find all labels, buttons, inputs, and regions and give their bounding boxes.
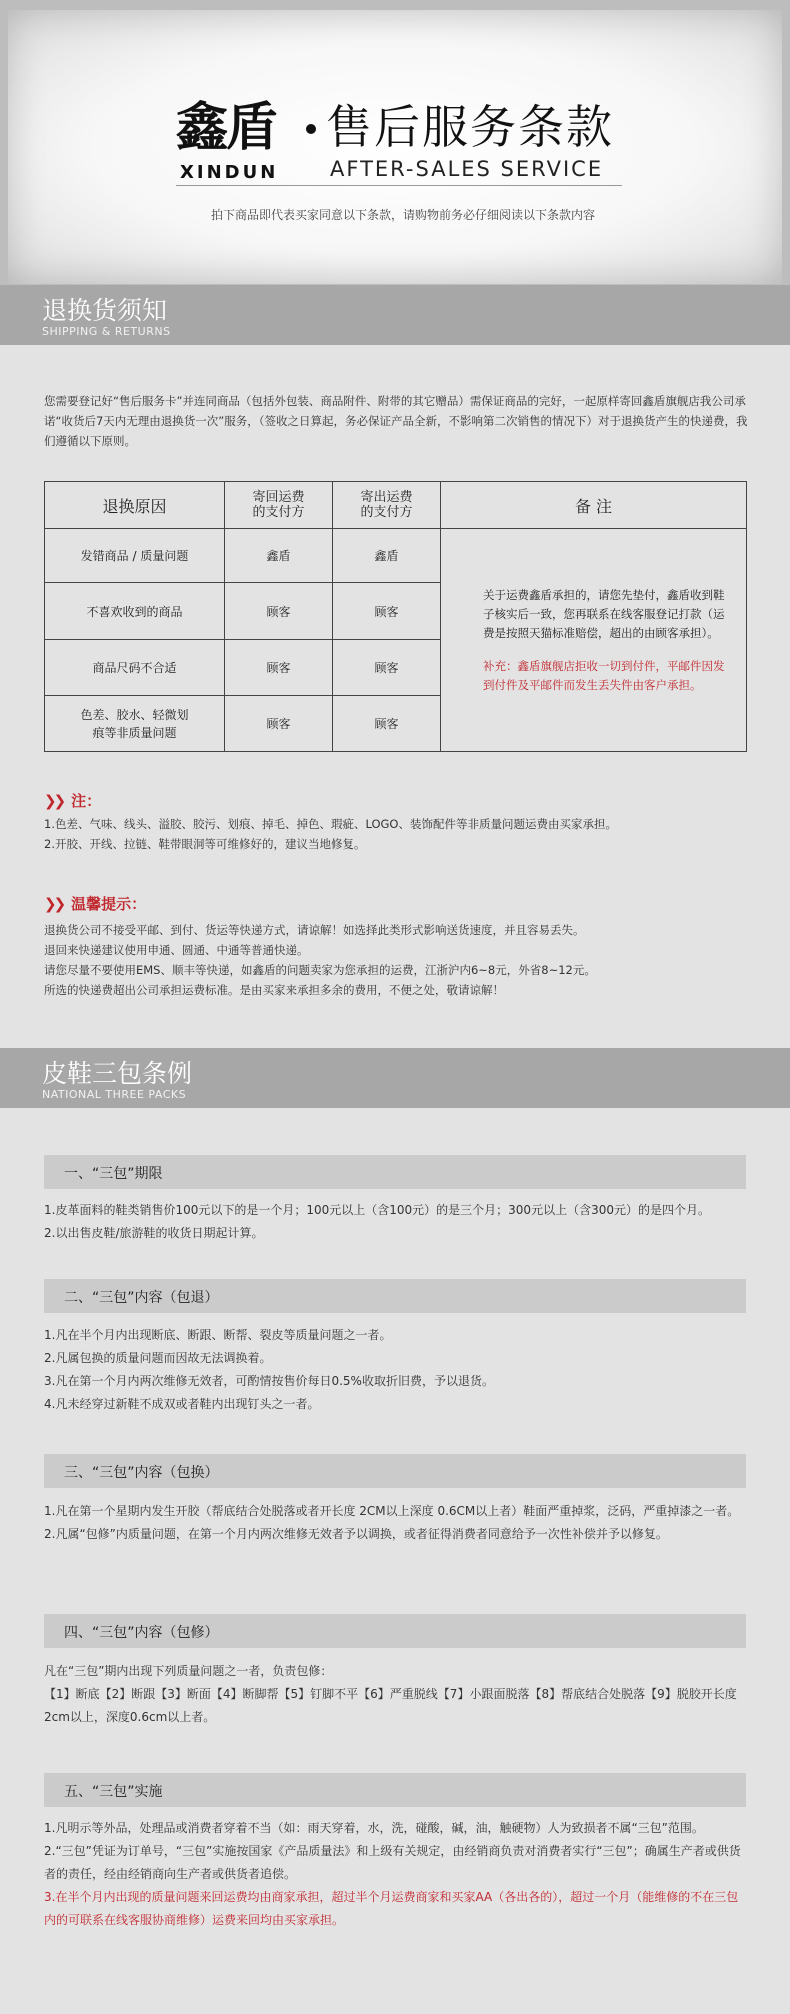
list-item: 2.以出售皮鞋/旅游鞋的收货日期起计算。 bbox=[44, 1226, 264, 1240]
double-chevron-icon: ❯❯ bbox=[44, 792, 64, 810]
clause-title: 二、“三包”内容（包退） bbox=[64, 1290, 219, 1306]
clause-title: 四、“三包”内容（包修） bbox=[64, 1625, 219, 1641]
list-item: 1.皮革面料的鞋类销售价100元以下的是一个月；100元以上（含100元）的是三个月；300元以上（含300元）的是四个月。 bbox=[44, 1203, 710, 1217]
send-payer-cell: 鑫盾 bbox=[333, 529, 441, 583]
list-item: 1.色差、气味、线头、溢胶、胶污、划痕、掉毛、掉色、瑕疵、LOGO、装饰配件等非质量问题运费由买家承担。 bbox=[44, 817, 617, 831]
list-item: 1.凡在半个月内出现断底、断跟、断帮、裂皮等质量问题之一者。 bbox=[44, 1328, 392, 1342]
list-item: 凡在“三包”期内出现下列质量问题之一者，负责包修： bbox=[44, 1664, 333, 1678]
list-item: 2.凡属包换的质量问题而因故无法调换着。 bbox=[44, 1351, 272, 1365]
page-subtitle: 拍下商品即代表买家同意以下条款，请购物前务必仔细阅读以下条款内容 bbox=[210, 208, 595, 222]
reason-cell: 发错商品 / 质量问题 bbox=[45, 529, 225, 583]
tips-heading bbox=[44, 893, 146, 914]
clause-bar bbox=[44, 1279, 746, 1313]
clause-bar bbox=[44, 1454, 746, 1488]
page-title: 售后服务条款 bbox=[326, 100, 614, 154]
clause-title: 五、“三包”实施 bbox=[64, 1784, 163, 1800]
list-item: 请您尽量不要使用EMS、顺丰等快递，如鑫盾的问题卖家为您承担的运费，江浙沪内6~8元，外省8~12元。 bbox=[44, 963, 596, 977]
remark-cell bbox=[441, 529, 747, 752]
list-item: 退回来快递建议使用申通、圆通、中通等普通快递。 bbox=[44, 943, 309, 957]
list-item: 2.“三包”凭证为订单号，“三包”实施按国家《产品质量法》和上级有关规定，由经销商负责对消费者实行“三包”；确属生产者或供货者的责任，经由经销商向生产者或供货者追偿。 bbox=[44, 1844, 741, 1881]
list-item: 4.凡未经穿过新鞋不成双或者鞋内出现钉头之一者。 bbox=[44, 1397, 320, 1411]
clause-body bbox=[44, 1500, 750, 1546]
section-title: 皮鞋三包条例 bbox=[42, 1059, 193, 1088]
table-header-row bbox=[45, 482, 747, 529]
section-title: 退换货须知 bbox=[42, 296, 168, 325]
header-banner bbox=[0, 0, 790, 288]
three-packs-section-header bbox=[0, 1048, 790, 1108]
note-list bbox=[44, 814, 764, 854]
send-payer-cell: 顾客 bbox=[333, 583, 441, 640]
list-item: 所选的快递费超出公司承担运费标准。是由买家来承担多余的费用，不便之处，敬请谅解！ bbox=[44, 983, 504, 997]
send-payer-cell: 顾客 bbox=[333, 640, 441, 696]
double-chevron-icon: ❯❯ bbox=[44, 895, 64, 913]
clause-title: 一、“三包”期限 bbox=[64, 1166, 163, 1182]
clause-body bbox=[44, 1660, 750, 1729]
return-payer-cell: 顾客 bbox=[225, 696, 333, 752]
clause-bar bbox=[44, 1773, 746, 1807]
brand-logo-en: XINDUN bbox=[180, 162, 279, 183]
list-item: 退换货公司不接受平邮、到付、货运等快递方式，请谅解！如选择此类形式影响送货速度，并且容易丢失。 bbox=[44, 923, 585, 937]
note-heading bbox=[44, 790, 101, 811]
clause-body bbox=[44, 1324, 750, 1416]
list-item: 【1】断底【2】断跟【3】断面【4】断脚帮【5】钉脚不平【6】严重脱线【7】小跟面脱落【8】帮底结合处脱落【9】脱胶开长度2cm以上，深度0.6cm以上者。 bbox=[44, 1687, 737, 1724]
header-panel bbox=[8, 10, 782, 284]
list-item: 3.凡在第一个月内两次维修无效者，可酌情按售价每日0.5%收取折旧费，予以退货。 bbox=[44, 1374, 494, 1388]
header-send-shipping: 寄出运费 的支付方 bbox=[333, 482, 441, 529]
page-title-en: AFTER-SALES SERVICE bbox=[330, 157, 604, 181]
return-payer-cell: 顾客 bbox=[225, 640, 333, 696]
clause-bar bbox=[44, 1614, 746, 1648]
return-payer-cell: 鑫盾 bbox=[225, 529, 333, 583]
remark-note-red: 补充：鑫盾旗舰店拒收一切到付件，平邮件因发到付件及平邮件而发生丢失件由客户承担。 bbox=[483, 658, 725, 692]
header-return-shipping: 寄回运费 的支付方 bbox=[225, 482, 333, 529]
section-title-en: SHIPPING & RETURNS bbox=[42, 325, 171, 338]
note-heading-text: 注： bbox=[71, 792, 102, 810]
separator-dot bbox=[306, 124, 316, 134]
tips-list bbox=[44, 920, 764, 1000]
title-divider bbox=[176, 185, 622, 186]
list-item: 1.凡明示等外品，处理品或消费者穿着不当（如：雨天穿着，水，洗，碰酸，碱，油，触硬物）人为致损者不属“三包”范围。 bbox=[44, 1821, 704, 1835]
returns-intro: 您需要登记好“售后服务卡”并连同商品（包括外包装、商品附件、附带的其它赠品）需保证商品的完好，一起原样寄回鑫盾旗舰店我公司承诺“收货后7天内无理由退换货一次”服务，（签收之日算起，务必保证产品全新，不影响第二次销售的情况下）对于退换货产生的快递费，我们遵循以下原则。 bbox=[44, 394, 748, 448]
table-row bbox=[45, 529, 747, 583]
brand-logo-cn: 鑫盾 bbox=[176, 97, 277, 158]
header-remark: 备 注 bbox=[441, 482, 747, 529]
returns-table bbox=[44, 481, 747, 752]
clause-body bbox=[44, 1199, 750, 1245]
return-payer-cell: 顾客 bbox=[225, 583, 333, 640]
clause-title: 三、“三包”内容（包换） bbox=[64, 1465, 219, 1481]
remark-text: 关于运费鑫盾承担的，请您先垫付，鑫盾收到鞋子核实后一致，您再联系在线客服登记打款（运费是按照天猫标准赔偿，超出的由顾客承担）。 bbox=[483, 587, 725, 640]
reason-cell: 色差、胶水、轻微划 痕等非质量问题 bbox=[45, 696, 225, 752]
list-item-red: 3.在半个月内出现的质量问题来回运费均由商家承担，超过半个月运费商家和买家AA（各出各的），超过一个月（能维修的不在三包内的可联系在线客服协商维修）运费来回均由买家承担。 bbox=[44, 1890, 739, 1927]
list-item: 2.凡属“包修”内质量问题，在第一个月内两次维修无效者予以调换，或者征得消费者同意给予一次性补偿并予以修复。 bbox=[44, 1527, 668, 1541]
section-title-en: NATIONAL THREE PACKS bbox=[42, 1088, 187, 1101]
tips-heading-text: 温馨提示： bbox=[71, 895, 147, 913]
header-reason: 退换原因 bbox=[45, 482, 225, 529]
list-item: 2.开胶、开线、拉链、鞋带眼洞等可维修好的，建议当地修复。 bbox=[44, 837, 366, 851]
reason-cell: 不喜欢收到的商品 bbox=[45, 583, 225, 640]
send-payer-cell: 顾客 bbox=[333, 696, 441, 752]
clause-body bbox=[44, 1817, 750, 1932]
returns-section-header bbox=[0, 285, 790, 345]
reason-cell: 商品尺码不合适 bbox=[45, 640, 225, 696]
list-item: 1.凡在第一个星期内发生开胶（帮底结合处脱落或者开长度 2CM以上深度 0.6CM以上者）鞋面严重掉浆，泛码，严重掉漆之一者。 bbox=[44, 1504, 740, 1518]
clause-bar bbox=[44, 1155, 746, 1189]
